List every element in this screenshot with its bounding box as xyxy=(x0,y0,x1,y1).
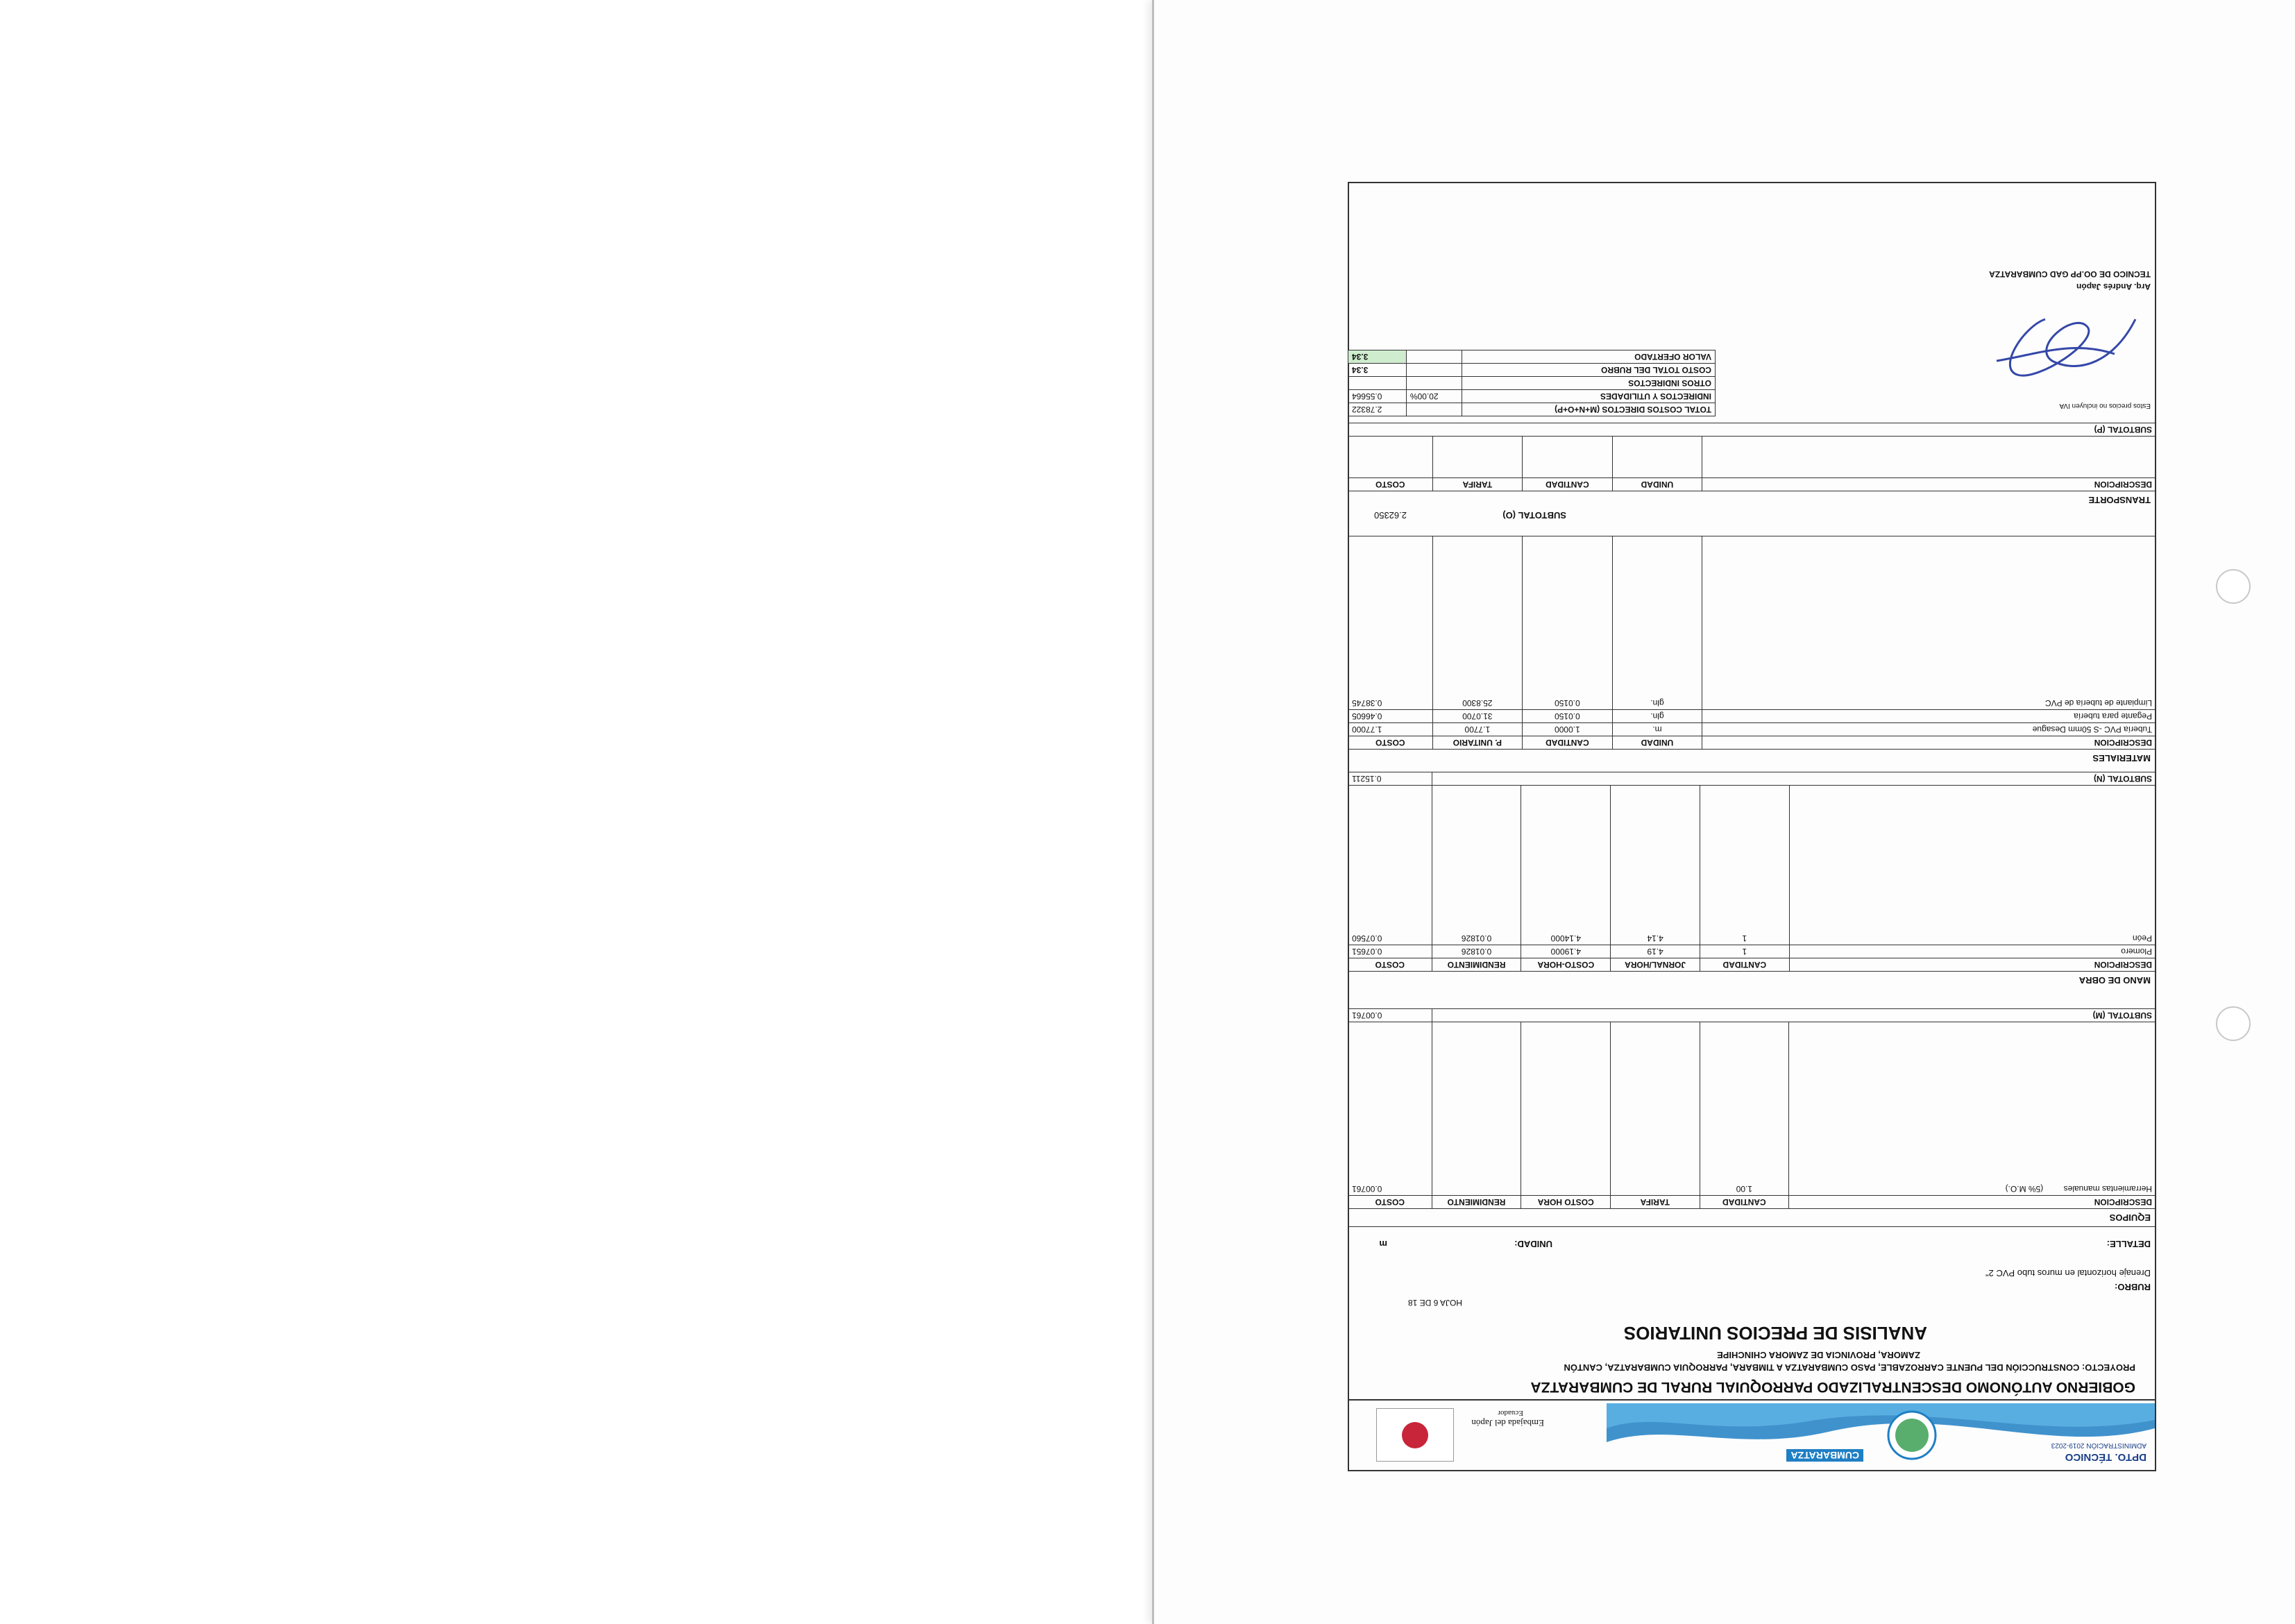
cell-text: 0.38745 xyxy=(1348,536,1433,710)
table-row xyxy=(1348,1022,2156,1196)
signature-scribble xyxy=(1976,298,2156,403)
detalle-label: DETALLE: xyxy=(2106,1239,2151,1249)
col-header: COSTO HORA xyxy=(1521,1196,1611,1209)
cell-text: Tubería PVC -S 50mm Desague xyxy=(1702,723,2156,736)
total-label: VALOR OFERTADO xyxy=(1462,350,1715,364)
cell-text: 0.01826 xyxy=(1432,786,1521,945)
total-value: 3.34 xyxy=(1348,350,1407,364)
cell-text: Peón xyxy=(1789,786,2156,945)
cell-text: 1.77000 xyxy=(1348,723,1433,736)
subtotal-label: SUBTOTAL (N) xyxy=(1432,772,2156,786)
totals-table xyxy=(1348,350,1716,416)
table-row xyxy=(1348,723,2156,736)
cell-text: 0.46605 xyxy=(1348,710,1433,723)
total-value: 3.34 xyxy=(1348,364,1407,377)
col-header: COSTO xyxy=(1348,478,1433,491)
table-row xyxy=(1348,710,2156,723)
total-value: 0.55664 xyxy=(1348,390,1407,403)
col-header: DESCRIPCION xyxy=(1702,478,2156,491)
col-header: UNIDAD xyxy=(1612,736,1702,750)
table-row xyxy=(1348,945,2156,958)
cell-text: 1.0000 xyxy=(1523,723,1613,736)
mano-obra-table xyxy=(1348,772,2156,972)
sheet-number: HOJA 6 DE 18 xyxy=(1407,1298,1462,1308)
cell-text: 0.0150 xyxy=(1523,710,1613,723)
subtotal-value: 0.00761 xyxy=(1348,1009,1432,1022)
cell-text: Limpiante de tubería de PVC xyxy=(1702,536,2156,710)
cell-text: gln. xyxy=(1612,710,1702,723)
cell-text xyxy=(1432,1022,1521,1196)
cell-text: m. xyxy=(1612,723,1702,736)
col-header: P. UNITARIO xyxy=(1432,736,1523,750)
col-header: CANTIDAD xyxy=(1523,478,1613,491)
cell-text: Herramientas manuales xyxy=(2063,1184,2152,1194)
table-row xyxy=(1348,536,2156,710)
punch-hole xyxy=(2216,569,2251,604)
cell-text: 4.19000 xyxy=(1521,945,1611,958)
col-header: COSTO xyxy=(1348,958,1432,972)
total-pct: 20.00% xyxy=(1406,390,1462,403)
cell-text: 4.14000 xyxy=(1521,786,1611,945)
col-header: RENDIMIENTO xyxy=(1432,958,1521,972)
equipos-title: EQUIPOS xyxy=(2109,1212,2151,1223)
project-line1: PROYECTO: CONSTRUCCIÓN DEL PUENTE CARROZABLE, PASO CUMBARATZA A TIMBARA, PARROQUIA CUMBARATZA, CANTÓN xyxy=(1564,1362,2135,1373)
cell-text: gln. xyxy=(1612,536,1702,710)
subtotal-label: SUBTOTAL (P) xyxy=(1348,423,2156,437)
subtotal-label: SUBTOTAL (M) xyxy=(1432,1009,2156,1022)
col-header: DESCRIPCION xyxy=(1789,1196,2156,1209)
col-header: CANTIDAD xyxy=(1523,736,1613,750)
equipos-table xyxy=(1348,1008,2156,1209)
embassy-country: Ecuador xyxy=(1498,1409,1523,1417)
project-line2: ZAMORA, PROVINCIA DE ZAMORA CHINCHIPE xyxy=(1717,1350,1920,1360)
signer-role: TECNICO DE OO.PP GAD CUMBARATZA xyxy=(1989,269,2151,279)
col-header: JORNAL/HORA xyxy=(1611,958,1700,972)
cell-text: 1 xyxy=(1700,786,1790,945)
col-header: DESCRIPCION xyxy=(1702,736,2156,750)
table-row xyxy=(1348,786,2156,945)
flag-sun-icon xyxy=(1402,1422,1428,1448)
col-header: DESCRIPCION xyxy=(1789,958,2156,972)
gov-title: GOBIERNO AUTÓNOMO DESCENTRALIZADO PARROQUIAL RURAL DE CUMBARATZA xyxy=(1530,1379,2135,1395)
rubro-description: Drenaje horizontal en muros tubo PVC 2" xyxy=(1985,1268,2151,1278)
materiales-title: MATERIALES xyxy=(2092,753,2151,763)
materiales-table xyxy=(1348,536,2156,750)
col-header: TARIFA xyxy=(1432,478,1523,491)
cell-text: 0.07560 xyxy=(1348,786,1432,945)
col-header: CANTIDAD xyxy=(1700,958,1790,972)
cell-text: 1 xyxy=(1700,945,1790,958)
materiales-subtotal-value: 2.62350 xyxy=(1374,510,1407,521)
cell-text: 0.0150 xyxy=(1523,536,1613,710)
total-value: 2.78322 xyxy=(1348,403,1407,416)
cell-text: Plomero xyxy=(1789,945,2156,958)
cell-text: 4.19 xyxy=(1611,945,1700,958)
total-label: INDIRECTOS Y UTILIDADES xyxy=(1462,390,1715,403)
unidad-value: m xyxy=(1379,1239,1387,1249)
cell-text: 0.07651 xyxy=(1348,945,1432,958)
doc-title: ANALISIS DE PRECIOS UNITARIOS xyxy=(1623,1323,1927,1344)
document-sheet-rotated xyxy=(1348,182,2156,1471)
total-label: COSTO TOTAL DEL RUBRO xyxy=(1462,364,1715,377)
cell-text: Pegante para tubería xyxy=(1702,710,2156,723)
transporte-title: TRANSPORTE xyxy=(2088,495,2151,505)
rubro-label: RUBRO: xyxy=(2115,1282,2151,1292)
cell-text: 4.14 xyxy=(1611,786,1700,945)
japan-flag xyxy=(1376,1408,1454,1462)
total-label: TOTAL COSTOS DIRECTOS (M+N+O+P) xyxy=(1462,403,1715,416)
col-header: UNIDAD xyxy=(1612,478,1702,491)
logo-text: CUMBARATZA xyxy=(1787,1449,1864,1462)
cell-text: 1.00 xyxy=(1700,1022,1789,1196)
dept-subtitle: ADMINISTRACIÓN 2019-2023 xyxy=(2051,1441,2146,1449)
cell-text: 0.00761 xyxy=(1348,1022,1432,1196)
subtotal-value: 0.15211 xyxy=(1348,772,1432,786)
transporte-table xyxy=(1348,423,2156,491)
total-label: OTROS INDIRECTOS xyxy=(1462,377,1715,390)
col-header: TARIFA xyxy=(1611,1196,1700,1209)
punch-hole xyxy=(2216,1006,2251,1041)
col-header: COSTO xyxy=(1348,736,1433,750)
header-banner xyxy=(1349,1399,2155,1470)
cell-text: 0.01826 xyxy=(1432,945,1521,958)
cell-text: 31.0700 xyxy=(1432,710,1523,723)
cell-text: 1.7700 xyxy=(1432,723,1523,736)
cell-text: 25.8300 xyxy=(1432,536,1523,710)
col-header: CANTIDAD xyxy=(1700,1196,1789,1209)
cell-text xyxy=(1611,1022,1700,1196)
col-header: COSTO xyxy=(1348,1196,1432,1209)
col-header: COSTO-HORA xyxy=(1521,958,1611,972)
iva-note: Estos precios no incluyen IVA xyxy=(2059,402,2151,409)
unidad-label: UNIDAD: xyxy=(1514,1239,1552,1249)
cell-text xyxy=(1521,1022,1611,1196)
table-row xyxy=(1348,437,2156,478)
cell-text: (5% M.O.) xyxy=(2005,1184,2044,1194)
signer-name: Arq. Andrés Japón xyxy=(2076,282,2151,291)
mano-obra-title: MANO DE OBRA xyxy=(2078,975,2151,986)
col-header: RENDIMIENTO xyxy=(1432,1196,1521,1209)
dept-title: DPTO. TÉCNICO xyxy=(2065,1451,2146,1463)
embassy-label: Embajada del Japón xyxy=(1471,1418,1544,1428)
materiales-subtotal-label: SUBTOTAL (O) xyxy=(1502,510,1566,521)
